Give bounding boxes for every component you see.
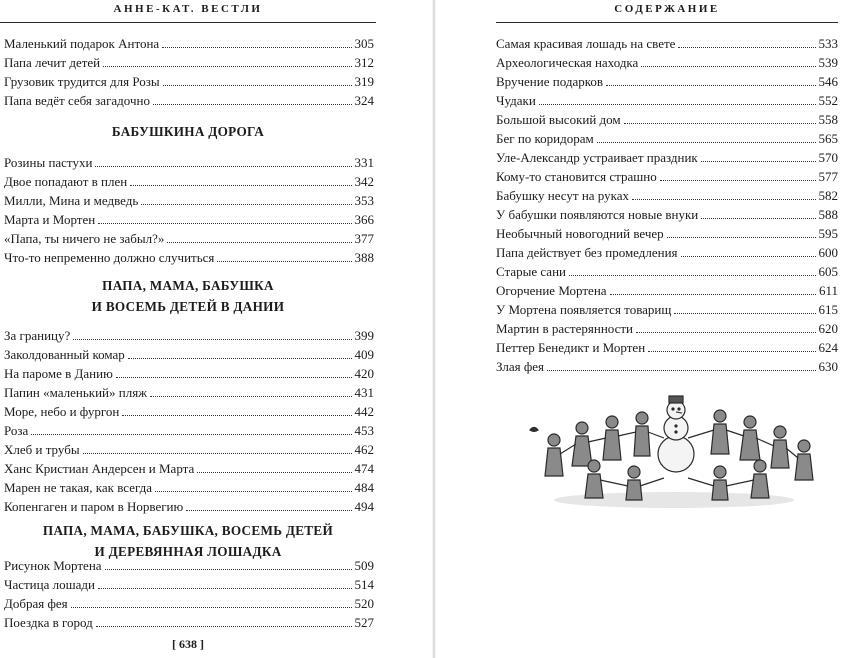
toc-entry-page: 624 [818, 340, 838, 355]
toc-entry-page: 615 [818, 302, 838, 317]
toc-entry-page: 366 [354, 212, 374, 227]
toc-entry-title: Огорчение Мортена [496, 283, 607, 298]
toc-entry-title: Частица лошади [4, 577, 95, 592]
toc-entry-title: Бабушку несут на руках [496, 188, 630, 203]
toc-entry [496, 262, 838, 281]
toc-entry-title: Хлеб и трубы [4, 442, 80, 457]
toc-entry-title: Папин «маленький» пляж [4, 385, 148, 400]
dot-leader [678, 35, 815, 48]
toc-entry-page: 577 [818, 169, 838, 184]
toc-entry-title: Необычный новогодний вечер [496, 226, 664, 241]
toc-entry-title: Копенгаген и паром в Норвегию [4, 499, 184, 514]
toc-entry-title: Чудаки [496, 93, 536, 108]
toc-entry [496, 91, 838, 110]
dot-leader [681, 244, 816, 257]
dot-leader [606, 73, 815, 86]
contents-running-head: СОДЕРЖАНИЕ [614, 3, 720, 15]
toc-entry-title: Уле-Александр устраивает праздник [496, 150, 698, 165]
toc-entry-title: Заколдованный комар [4, 347, 125, 362]
toc-entry-title: Что-то непременно должно случиться [4, 250, 215, 265]
toc-entry-page: 539 [818, 55, 838, 70]
toc-entry-page: 546 [818, 74, 838, 89]
toc-entry-title: Бег по коридорам [496, 131, 594, 146]
toc-entry-page: 462 [354, 442, 374, 457]
toc-entry-title: Море, небо и фургон [4, 404, 120, 419]
toc-entry-title: Марен не такая, как всегда [4, 480, 153, 495]
toc-entry-title: Злая фея [496, 359, 545, 374]
toc-entry-page: 431 [354, 385, 374, 400]
section-3-title-line1: ПАПА, МАМА, БАБУШКА [102, 278, 274, 293]
toc-entry [496, 281, 838, 300]
toc-entry-page: 514 [354, 577, 374, 592]
toc-entry-title: Милли, Мина и медведь [4, 193, 139, 208]
dot-leader [667, 225, 816, 238]
toc-entry [496, 53, 838, 72]
toc-entry-page: 442 [354, 404, 374, 419]
toc-entry-title: За границу? [4, 328, 71, 343]
toc-entry-title: У бабушки появляются новые внуки [496, 207, 699, 222]
toc-entry-page: 331 [354, 155, 374, 170]
toc-entry-title: Папа лечит детей [4, 55, 101, 70]
toc-entry [496, 110, 838, 129]
toc-entry-page: 552 [818, 93, 838, 108]
toc-entry-page: 588 [818, 207, 838, 222]
toc-entry-page: 611 [818, 283, 838, 298]
toc-entry-title: На пароме в Данию [4, 366, 113, 381]
toc-entry-title: Папа действует без промедления [496, 245, 678, 260]
toc-entry-page: 420 [354, 366, 374, 381]
dot-leader [701, 149, 816, 162]
toc-entry-title: Археологическая находка [496, 55, 639, 70]
toc-entry-title: Двое попадают в плен [4, 174, 128, 189]
toc-entry-page: 595 [818, 226, 838, 241]
toc-entry-title: Вручение подарков [496, 74, 604, 89]
toc-entry [496, 186, 838, 205]
page-number: [ 638 ] [172, 637, 204, 651]
toc-entry [496, 224, 838, 243]
toc-entry-page: 520 [354, 596, 374, 611]
toc-entry-title: Большой высокий дом [496, 112, 621, 127]
toc-entry-page: 527 [354, 615, 374, 630]
toc-entry [496, 34, 838, 53]
toc-entry-title: Роза [4, 423, 29, 438]
section-2-title: БАБУШКИНА ДОРОГА [111, 124, 265, 139]
toc-entry-title: Папа ведёт себя загадочно [4, 93, 150, 108]
toc-entry-page: 533 [818, 36, 838, 51]
toc-entry-title: Старые сани [496, 264, 566, 279]
toc-entry-title: Поездка в город [4, 615, 93, 630]
dot-leader [624, 111, 816, 124]
section-4-title-line1: ПАПА, МАМА, БАБУШКА, ВОСЕМЬ ДЕТЕЙ [42, 523, 334, 538]
toc-entry-title: Добрая фея [4, 596, 68, 611]
toc-entry-page: 305 [354, 36, 374, 51]
toc-entry-page: 605 [818, 264, 838, 279]
section-4-title-line2: И ДЕРЕВЯННАЯ ЛОШАДКА [94, 544, 282, 559]
toc-entry-page: 453 [354, 423, 374, 438]
dot-leader [547, 358, 815, 371]
dot-leader [701, 206, 815, 219]
dot-leader [660, 168, 816, 181]
toc-entry-page: 388 [354, 250, 374, 265]
toc-entry [496, 129, 838, 148]
toc-entry-page: 474 [354, 461, 374, 476]
dot-leader [539, 92, 816, 105]
toc-entry-title: Маленький подарок Антона [4, 36, 160, 51]
toc-entry-page: 409 [354, 347, 374, 362]
toc-entry-title: Рисунок Мортена [4, 558, 102, 573]
toc-entry-page: 319 [354, 74, 374, 89]
toc-entry-page: 324 [354, 93, 374, 108]
toc-entry-page: 630 [818, 359, 838, 374]
toc-entry-page: 582 [818, 188, 838, 203]
author-running-head: АННЕ-КАТ. ВЕСТЛИ [113, 3, 263, 15]
toc-entry-page: 353 [354, 193, 374, 208]
toc-entry [496, 357, 838, 376]
toc-entry [496, 319, 838, 338]
toc-entry [496, 243, 838, 262]
toc-entry-title: Самая красивая лошадь на свете [496, 36, 676, 51]
dot-leader [632, 187, 815, 200]
toc-entry-page: 312 [354, 55, 374, 70]
dot-leader [636, 320, 815, 333]
toc-entry-title: У Мортена появляется товарищ [496, 302, 672, 317]
toc-entry-page: 399 [354, 328, 374, 343]
toc-entry-page: 377 [354, 231, 374, 246]
snowman-round-dance-illustration [524, 388, 828, 510]
toc-group-right [496, 34, 838, 376]
dot-leader [610, 282, 816, 295]
toc-entry-title: Кому-то становится страшно [496, 169, 657, 184]
toc-entry-title: Розины пастухи [4, 155, 93, 170]
dot-leader [641, 54, 815, 67]
toc-entry-page: 558 [818, 112, 838, 127]
toc-entry-title: Петтер Бенедикт и Мортен [496, 340, 646, 355]
toc-entry-page: 620 [818, 321, 838, 336]
toc-entry-page: 600 [818, 245, 838, 260]
toc-entry [496, 167, 838, 186]
dot-leader [648, 339, 815, 352]
toc-entry-page: 509 [354, 558, 374, 573]
dot-leader [597, 130, 816, 143]
toc-entry-page: 342 [354, 174, 374, 189]
toc-entry [496, 72, 838, 91]
toc-entry [496, 205, 838, 224]
toc-entry-title: Мартин в растерянности [496, 321, 634, 336]
toc-entry-page: 570 [818, 150, 838, 165]
dot-leader [674, 301, 815, 314]
toc-entry [496, 300, 838, 319]
toc-entry [496, 338, 838, 357]
section-3-title-line2: И ВОСЕМЬ ДЕТЕЙ В ДАНИИ [91, 299, 285, 314]
toc-entry-page: 494 [354, 499, 374, 514]
snowman-figure [658, 396, 694, 472]
toc-entry-title: Грузовик трудится для Розы [4, 74, 160, 89]
toc-entry-page: 484 [354, 480, 374, 495]
toc-entry-title: «Папа, ты ничего не забыл?» [4, 231, 165, 246]
toc-entry [496, 148, 838, 167]
running-head-right [496, 0, 838, 23]
toc-entry-title: Ханс Кристиан Андерсен и Марта [4, 461, 195, 476]
dot-leader [569, 263, 816, 276]
toc-entry-page: 565 [818, 131, 838, 146]
toc-entry-title: Марта и Мортен [4, 212, 96, 227]
